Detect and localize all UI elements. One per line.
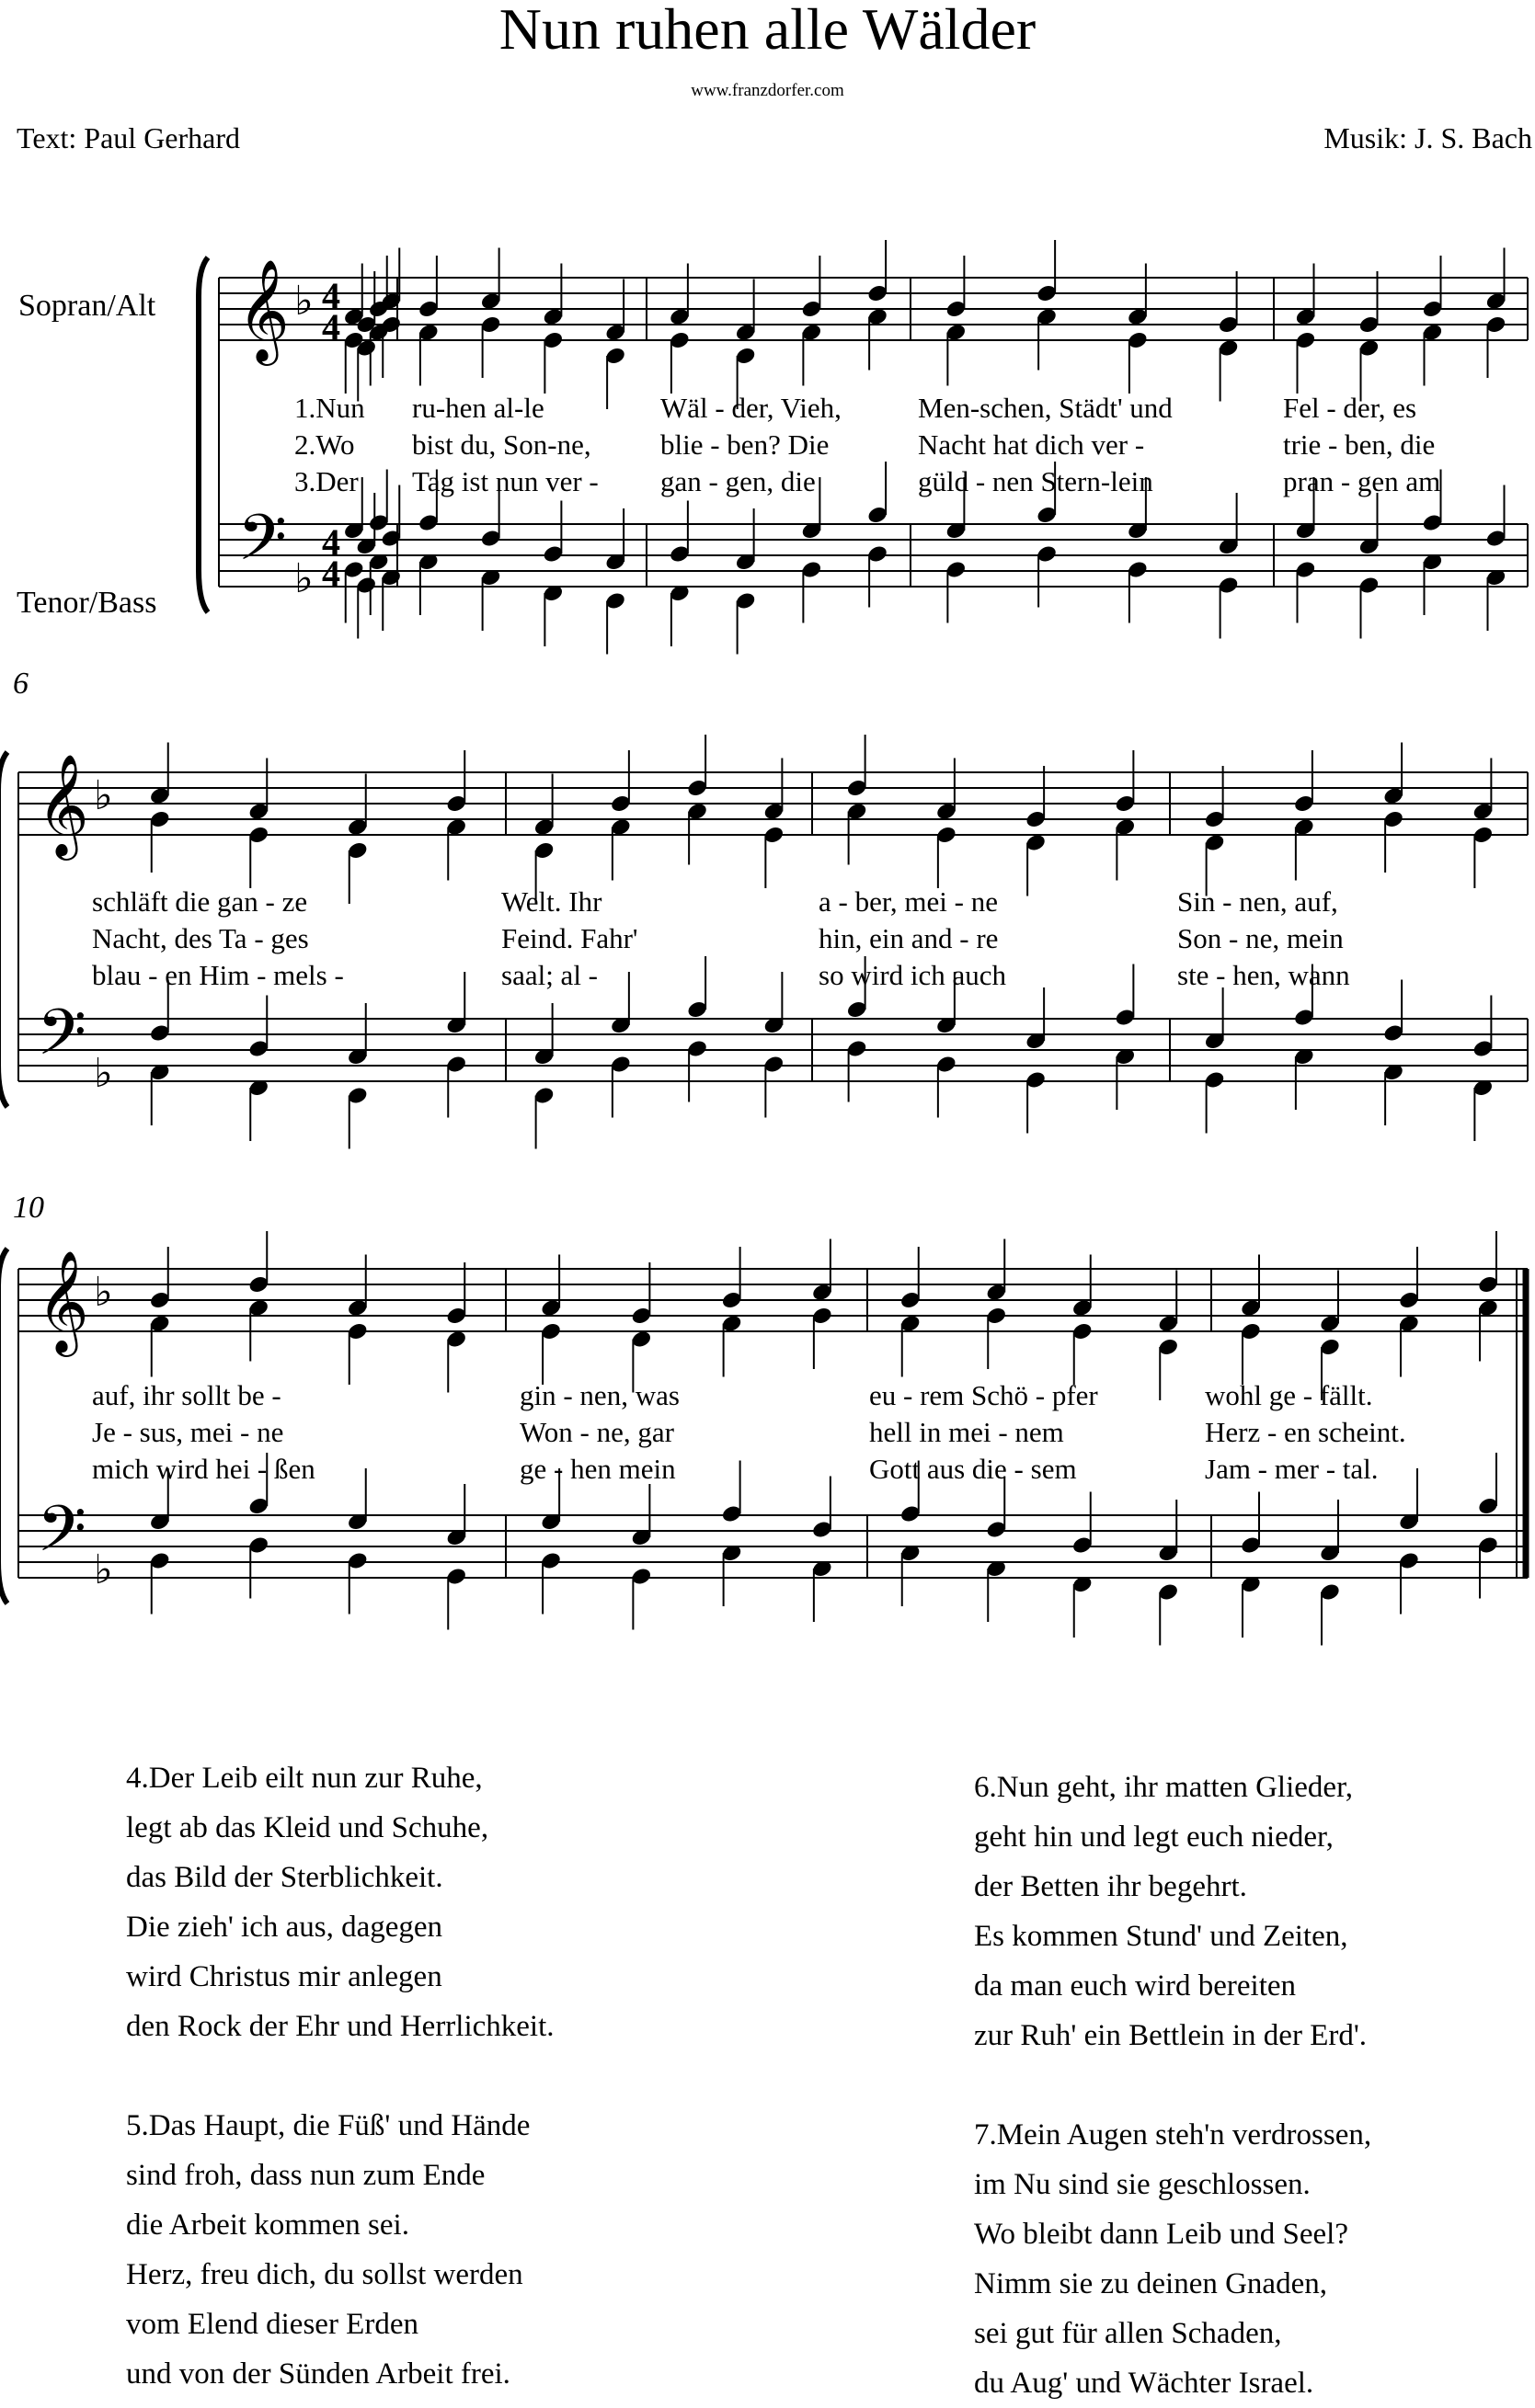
verse-4 <box>126 1753 555 2051</box>
verse-line: wird Christus mir anlegen <box>126 1960 442 1993</box>
lyric-system3-verse3-m2: ge - hen mein <box>520 1453 676 1485</box>
lyric-system2-verse2-m2: Feind. Fahr' <box>501 922 638 954</box>
system-bracket <box>0 752 7 1107</box>
lyric-system1-verse2-m1: 2.Wo <box>294 428 355 461</box>
page-title: Nun ruhen alle Wälder <box>498 0 1037 62</box>
lyric-system1-verse1-m5: Fel - der, es <box>1283 392 1417 424</box>
lyric-system1-verse1-m3: Wäl - der, Vieh, <box>660 392 842 424</box>
verse-line: 5.Das Haupt, die Füß' und Hände <box>126 2109 531 2142</box>
verse-line: den Rock der Ehr und Herrlichkeit. <box>126 2010 555 2043</box>
treble-clef-icon: 𝄞 <box>237 258 290 361</box>
lyric-system1-verse1-m4: Men-schen, Städt' und <box>918 392 1173 424</box>
lyric-system3-verse3-m3: Gott aus die - sem <box>869 1453 1077 1485</box>
verse-line: 7.Mein Augen steh'n verdrossen, <box>974 2118 1372 2151</box>
lower-staff-label: Tenor/Bass <box>17 586 157 620</box>
lyric-system3-verse3-m1: mich wird hei - ßen <box>92 1453 315 1485</box>
verse-line: 4.Der Leib eilt nun zur Ruhe, <box>126 1762 483 1795</box>
bass-clef-icon: 𝄢 <box>37 1491 87 1581</box>
lyric-system2-verse1-m2: Welt. Ihr <box>501 885 602 918</box>
verse-line: vom Elend dieser Erden <box>126 2308 418 2341</box>
verse-line: Herz, freu dich, du sollst werden <box>126 2258 523 2291</box>
text-credit: Text: Paul Gerhard <box>17 121 241 154</box>
verse-line: legt ab das Kleid und Schuhe, <box>126 1811 489 1844</box>
lyric-system2-verse2-m1: Nacht, des Ta - ges <box>92 922 309 954</box>
measure-number-6: 6 <box>13 667 29 701</box>
verse-line: Nimm sie zu deinen Gnaden, <box>974 2267 1327 2300</box>
lyric-system2-verse1-m1: schläft die gan - ze <box>92 885 308 918</box>
verse-line: 6.Nun geht, ihr matten Glieder, <box>974 1771 1353 1804</box>
verse-line: Wo bleibt dann Leib und Seel? <box>974 2218 1348 2251</box>
verse-line: und von der Sünden Arbeit frei. <box>126 2357 510 2391</box>
flat-icon: ♭ <box>94 772 113 819</box>
upper-staff-label: Sopran/Alt <box>18 289 156 323</box>
lyric-system3-verse1-m4: wohl ge - fällt. <box>1205 1379 1373 1411</box>
verse-line: Die zieh' ich aus, dagegen <box>126 1911 443 1944</box>
verse-line: Es kommen Stund' und Zeiten, <box>974 1920 1348 1953</box>
verse-line: zur Ruh' ein Bettlein in der Erd'. <box>974 2019 1368 2052</box>
flat-icon: ♭ <box>294 555 314 602</box>
verse-line: das Bild der Sterblichkeit. <box>126 1861 443 1894</box>
verse-line: sei gut für allen Schaden, <box>974 2317 1282 2350</box>
lyric-system2-verse3-m3: so wird ich auch <box>819 959 1007 991</box>
verse-line: die Arbeit kommen sei. <box>126 2208 409 2242</box>
lyric-system1-verse3-m4: güld - nen Stern-lein <box>918 465 1153 497</box>
treble-clef-icon: 𝄞 <box>37 753 89 856</box>
lyric-system1-verse2-m5: trie - ben, die <box>1283 428 1436 461</box>
music-credit: Musik: J. S. Bach <box>1323 121 1532 154</box>
verse-line: da man euch wird bereiten <box>974 1969 1297 2003</box>
lyric-system3-verse1-m1: auf, ihr sollt be - <box>92 1379 281 1411</box>
flat-icon: ♭ <box>94 1269 113 1316</box>
lyric-system1-verse2-m3: blie - ben? Die <box>660 428 830 461</box>
verse-line: geht hin und legt euch nieder, <box>974 1820 1334 1854</box>
verse-line: sind froh, dass nun zum Ende <box>126 2159 486 2192</box>
time-signature-numerator: 4 <box>322 521 340 563</box>
lyric-system2-verse2-m4: Son - ne, mein <box>1177 922 1344 954</box>
lyric-system3-verse2-m3: hell in mei - nem <box>869 1416 1064 1448</box>
flat-icon: ♭ <box>94 1050 113 1097</box>
lyric-system1-verse1-m2: ru-hen al-le <box>412 392 544 424</box>
verse-6 <box>974 1763 1367 2060</box>
lyric-system3-verse3-m4: Jam - mer - tal. <box>1205 1453 1379 1485</box>
lyric-system3-verse2-m2: Won - ne, gar <box>520 1416 674 1448</box>
flat-icon: ♭ <box>294 278 314 325</box>
system-bracket <box>0 1249 7 1603</box>
verse-line: du Aug' und Wächter Israel. <box>974 2367 1314 2400</box>
lyric-system1-verse2-m2: bist du, Son-ne, <box>412 428 591 461</box>
lyric-system1-verse1-m1: 1.Nun <box>294 392 365 424</box>
verse-line: im Nu sind sie geschlossen. <box>974 2168 1311 2201</box>
lyric-system3-verse1-m3: eu - rem Schö - pfer <box>869 1379 1098 1411</box>
lyric-system2-verse3-m4: ste - hen, wann <box>1177 959 1350 991</box>
bass-clef-icon: 𝄢 <box>37 995 87 1085</box>
treble-clef-icon: 𝄞 <box>37 1250 89 1352</box>
bass-clef-icon: 𝄢 <box>237 500 288 590</box>
lyric-system2-verse1-m3: a - ber, mei - ne <box>819 885 998 918</box>
verse-7 <box>974 2110 1371 2408</box>
flat-icon: ♭ <box>94 1546 113 1593</box>
lyric-system1-verse3-m1: 3.Der <box>294 465 359 497</box>
lyric-system1-verse3-m2: Tag ist nun ver - <box>412 465 599 497</box>
system-bracket <box>199 257 208 612</box>
lyric-system2-verse2-m3: hin, ein and - re <box>819 922 999 954</box>
lyric-system3-verse2-m4: Herz - en scheint. <box>1205 1416 1406 1448</box>
lyric-system2-verse1-m4: Sin - nen, auf, <box>1177 885 1338 918</box>
lyric-system1-verse3-m5: pran - gen am <box>1283 465 1441 497</box>
lyric-system1-verse2-m4: Nacht hat dich ver - <box>918 428 1145 461</box>
verse-5 <box>126 2101 530 2399</box>
verse-line: der Betten ihr begehrt. <box>974 1870 1247 1903</box>
lyric-system3-verse1-m2: gin - nen, was <box>520 1379 680 1411</box>
time-signature-numerator: 4 <box>322 275 340 316</box>
lyric-system1-verse3-m3: gan - gen, die <box>660 465 816 497</box>
time-signature-denominator: 4 <box>322 306 340 348</box>
measure-number-10: 10 <box>13 1191 44 1225</box>
time-signature-denominator: 4 <box>322 553 340 594</box>
lyric-system3-verse2-m1: Je - sus, mei - ne <box>92 1416 284 1448</box>
lyric-system2-verse3-m2: saal; al - <box>501 959 599 991</box>
website-url: www.franzdorfer.com <box>691 81 844 100</box>
lyric-system2-verse3-m1: blau - en Him - mels - <box>92 959 344 991</box>
